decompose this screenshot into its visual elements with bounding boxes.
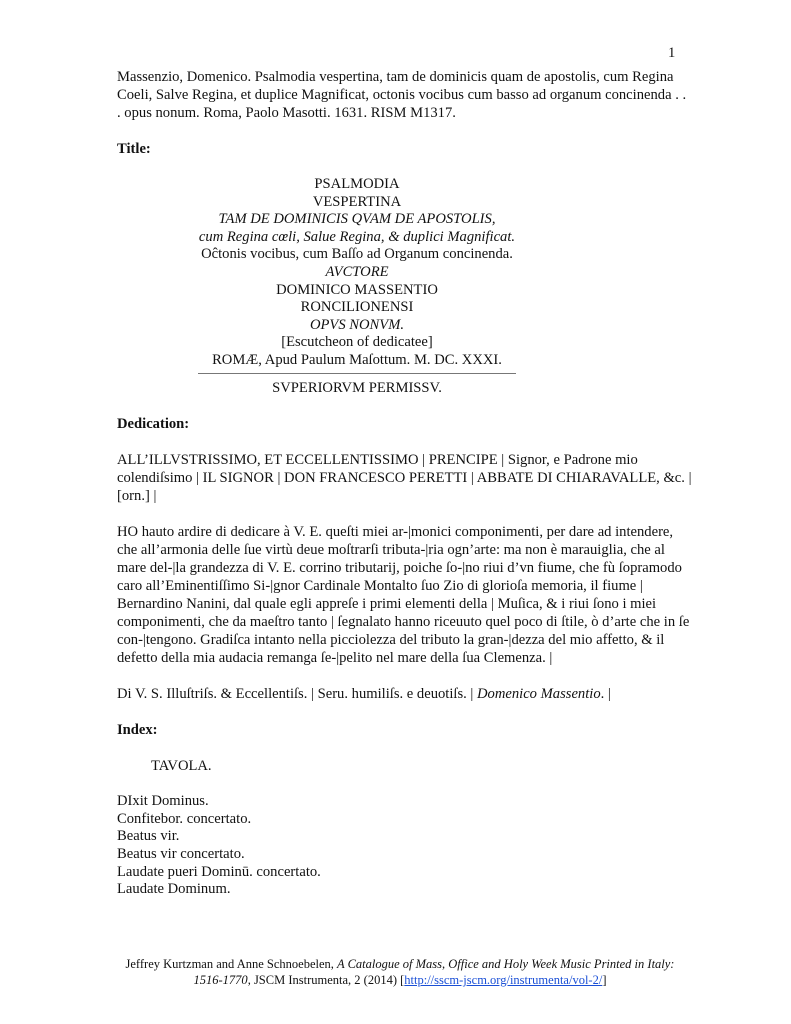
title-line: Oĉtonis vocibus, cum Baſſo ad Organum concinenda. xyxy=(201,246,513,263)
index-item: Beatus vir. xyxy=(117,828,180,845)
title-line: ROMÆ, Apud Paulum Maſottum. M. DC. XXXI. xyxy=(212,351,502,368)
dedication-heading: Dedication: xyxy=(117,416,190,433)
index-item: DIxit Dominus. xyxy=(117,793,209,810)
title-line: TAM DE DOMINICIS QVAM DE APOSTOLIS, xyxy=(218,211,496,228)
index-list xyxy=(117,793,692,899)
title-line: cum Regina cœli, Salue Regina, & duplici Magnificat. xyxy=(198,228,516,245)
title-transcription xyxy=(117,176,597,397)
signature-suffix: . | xyxy=(600,686,611,703)
index-item: Beatus vir concertato. xyxy=(117,845,245,862)
title-line: SVPERIORVM PERMISSV. xyxy=(272,379,442,396)
title-line: AVCTORE xyxy=(325,263,389,280)
title-line: RONCILIONENSI xyxy=(300,299,414,316)
title-line: VESPERTINA xyxy=(312,193,402,210)
title-line: [Escutcheon of dedicatee] xyxy=(281,334,433,351)
signature-prefix: Di V. S. Illuſtriſs. & Eccellentiſs. | Seru. humiliſs. e deuotiſs. | xyxy=(117,686,477,703)
title-line: PSALMODIA xyxy=(314,176,400,192)
dedication-signature xyxy=(117,685,692,703)
page-footer xyxy=(110,956,690,988)
signature-name: Domenico Massentio xyxy=(477,686,601,703)
divider-rule xyxy=(198,373,516,374)
document-body xyxy=(117,68,692,899)
footer-authors: Jeffrey Kurtzman and Anne Schnoebelen, xyxy=(125,957,338,971)
footer-close: ] xyxy=(602,973,607,987)
citation: Massenzio, Domenico. Psalmodia vespertina, tam de dominicis quam de apostolis, cum Regina Coeli, Salve Regina, et duplice Magnificat, octonis vocibus cum basso ad organum concinenda . . . opus nonum. Roma, Paolo Masotti. 1631. RISM M1317. xyxy=(117,69,687,121)
index-title: TAVOLA. xyxy=(151,758,212,775)
index-item: Confitebor. concertato. xyxy=(117,810,252,827)
title-heading: Title: xyxy=(117,141,151,157)
dedication-body: HO hauto ardire di dedicare à V. E. queſti miei ar-|monici componimenti, per dare ad intendere, che all’armonia delle ſue virtù deue moſtrarſi tributa-|ria ogn’arte: ma non è marauiglia, che al mare del-|la grandezza di V. E. corrino tributarij, poiche ſo-|no riui d’vn fiume, che fù ſopramodo caro all’Eminentiſſimo Si-|gnor Cardinale Montalto ſuo Zio di glorioſa memoria, il fiume | Bernardino Nanini, dal quale egli appreſe i primi elementi della | Muſica, & i riui ſono i miei componimenti, che da maeſtro tanto | ſegnalato hanno riceuuto quel poco di ſtile, ò d’arte che in ſe con-|tengono. Gradiſca intanto nella picciolezza del tributo la gran-|dezza del mio affetto, & il defetto della mia audacia remanga ſe-|pelito nel mare della ſua Clemenza. | xyxy=(117,524,690,667)
index-item: Laudate Dominum. xyxy=(117,881,231,898)
dedication-address: ALL’ILLVSTRISSIMO, ET ECCELLENTISSIMO | PRENCIPE | Signor, e Padrone mio colendiſsimo | IL SIGNOR | DON FRANCESCO PERETTI | ABBATE DI CHIARAVALLE, &c. | [orn.] | xyxy=(117,452,692,505)
title-line: OPVS NONVM. xyxy=(309,316,405,333)
page-number: 1 xyxy=(668,45,676,61)
index-item: Laudate pueri Dominū. concertato. xyxy=(117,863,321,880)
index-heading: Index: xyxy=(117,722,158,739)
footer-book-title: A Catalogue of Mass, Office and Holy Week Music Printed in Italy: 1516-1770 xyxy=(193,957,675,987)
footer-link[interactable]: http://sscm-jscm.org/instrumenta/vol-2/ xyxy=(404,973,603,987)
title-line: DOMINICO MASSENTIO xyxy=(276,281,438,298)
footer-journal: , JSCM Instrumenta, 2 (2014) [ xyxy=(247,973,405,987)
